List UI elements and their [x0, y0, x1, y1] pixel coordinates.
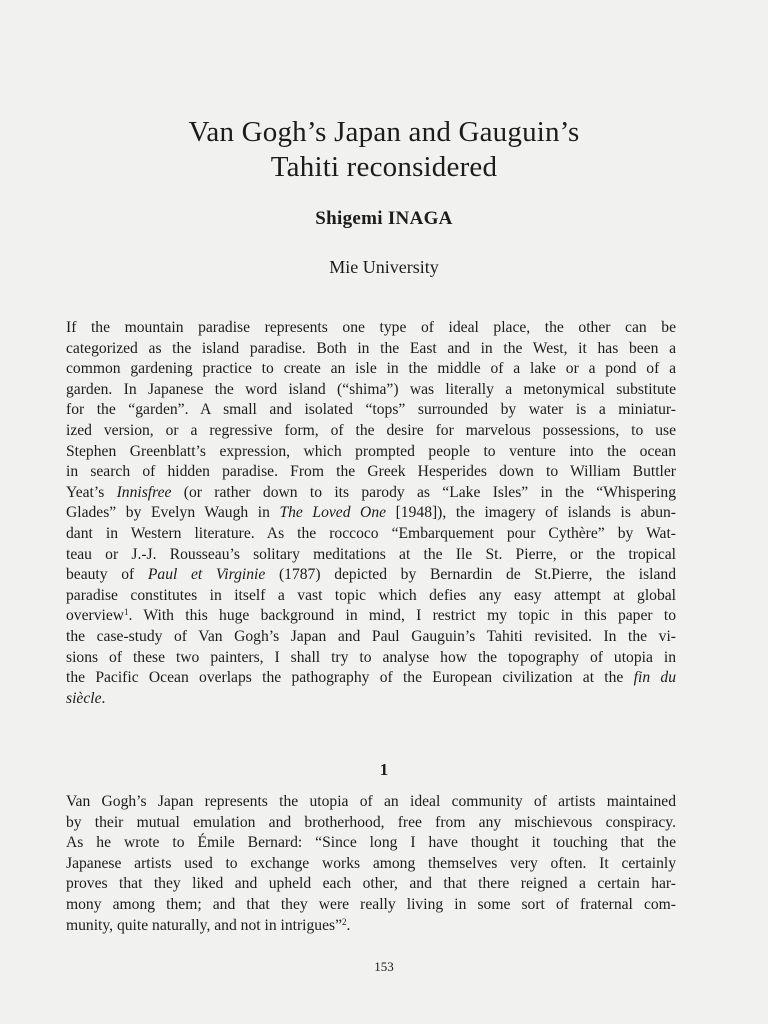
text-line: Japanese artists used to exchange works among themselves very often. It certainly — [66, 854, 676, 872]
section-number: 1 — [379, 760, 389, 779]
introduction-paragraph — [66, 318, 676, 709]
text-line-siecle: siècle. — [66, 689, 106, 707]
text-line: ized version, or a regressive form, of the desire for marvelous possessions, to use — [66, 421, 676, 439]
text-line: the case-study of Van Gogh’s Japan and Paul Gauguin’s Tahiti revisited. In the vi- — [66, 627, 676, 645]
paper-title-line-2: Tahiti reconsidered — [270, 151, 498, 183]
text-line: teau or J.-J. Rousseau’s solitary meditations at the Ile St. Pierre, or the tropical — [66, 545, 676, 563]
author-name: Shigemi INAGA — [315, 208, 453, 229]
text-line: common gardening practice to create an isle in the middle of a lake or a pond of a — [66, 360, 676, 378]
text-line-innisfree: Yeat’s Innisfree (or rather down to its parody as “Lake Isles” in the “Whispering — [66, 483, 676, 501]
page-number: 153 — [374, 959, 394, 974]
text-line: categorized as the island paradise. Both in the East and in the West, it has been a — [66, 339, 676, 357]
text-line: As he wrote to Émile Bernard: “Since long I have thought it touching that the — [66, 834, 676, 852]
text-line: If the mountain paradise represents one type of ideal place, the other can be — [66, 319, 676, 336]
text-line-fin-du: the Pacific Ocean overlaps the pathography of the European civilization at the fin du — [66, 669, 676, 687]
section-1-paragraph — [66, 792, 676, 936]
text-line: Stephen Greenblatt’s expression, which prompted people to venture into the ocean — [66, 442, 676, 460]
text-line: Van Gogh’s Japan represents the utopia of an ideal community of artists maintained — [66, 793, 676, 810]
text-line-loved-one: Glades” by Evelyn Waugh in The Loved One [1948]), the imagery of islands is abun- — [66, 504, 677, 522]
text-line: proves that they liked and upheld each other, and that there reigned a certain har- — [66, 875, 676, 893]
author-affiliation: Mie University — [329, 257, 439, 277]
text-line-paul-virginie: beauty of Paul et Virginie (1787) depicted by Bernardin de St.Pierre, the island — [66, 566, 676, 584]
text-line-footnote-1: overview$^1$. With this huge background in mind, I restrict my topic in this paper to — [66, 607, 676, 625]
text-line: paradise constitutes in itself a vast topic which defies any easy attempt at global — [66, 586, 676, 604]
paper-title-line-1: Van Gogh’s Japan and Gauguin’s — [188, 116, 580, 148]
text-line: in search of hidden paradise. From the Greek Hesperides down to William Buttler — [66, 463, 676, 481]
text-line: garden. In Japanese the word island (“shima”) was literally a metonymical substitute — [66, 380, 676, 398]
text-line: mony among them; and that they were really living in some sort of fraternal com- — [66, 895, 676, 913]
text-line: for the “garden”. A small and isolated “tops” surrounded by water is a miniatur- — [66, 401, 676, 419]
text-line-footnote-2: munity, quite naturally, and not in intrigues”$^2$. — [66, 916, 351, 934]
text-line: dant in Western literature. As the roccoco “Embarquement pour Cythère” by Wat- — [66, 524, 676, 542]
text-line: by their mutual emulation and brotherhood, free from any mischievous conspiracy. — [66, 813, 676, 831]
text-line: sions of these two painters, I shall try to analyse how the topography of utopia in — [66, 648, 676, 666]
